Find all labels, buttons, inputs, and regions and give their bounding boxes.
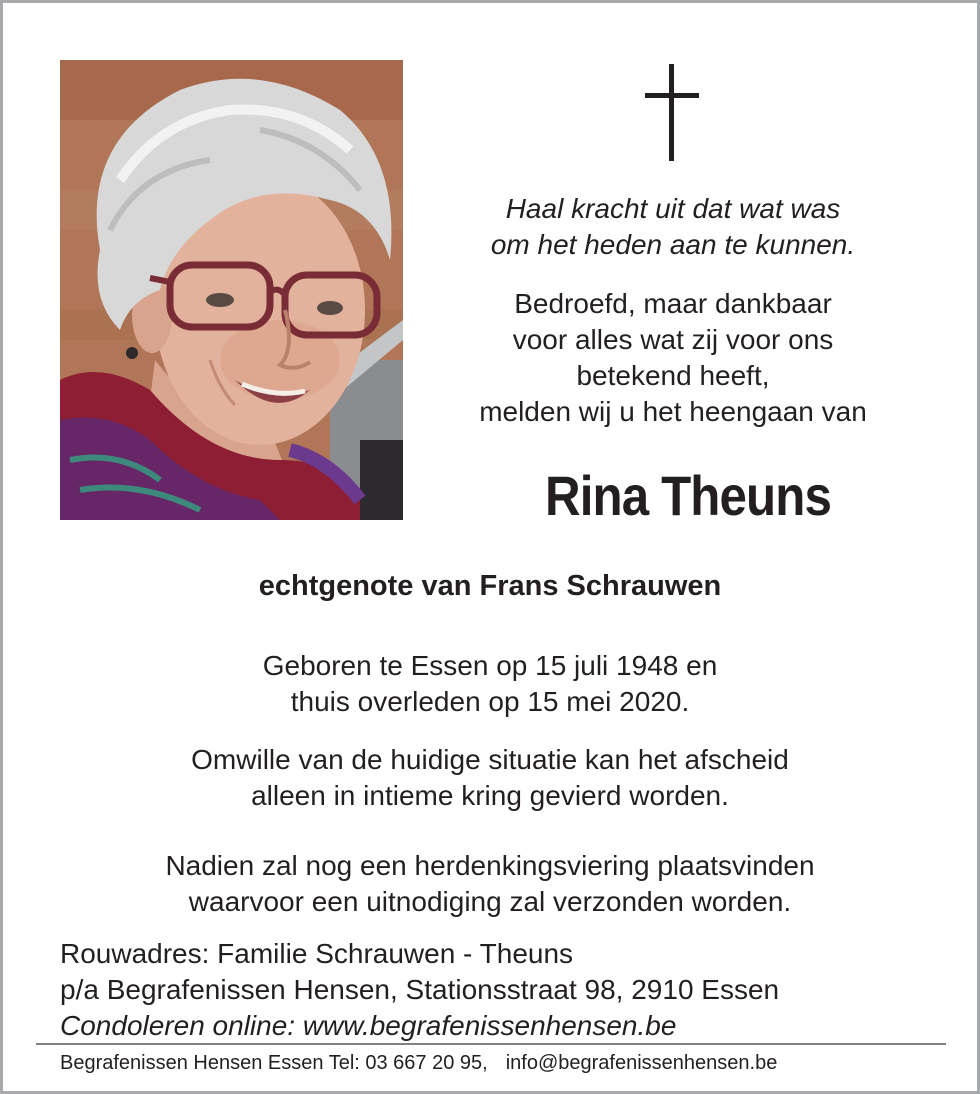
farewell-line: alleen in intieme kring gevierd worden. <box>251 780 729 811</box>
farewell-line: Omwille van de huidige situatie kan het afscheid <box>191 744 789 775</box>
latin-cross-icon <box>643 64 701 162</box>
birth-death-paragraph <box>3 648 977 720</box>
spouse-line: echtgenote van Frans Schrauwen <box>258 570 722 602</box>
deceased-name: Rina Theuns <box>544 464 832 527</box>
memorial-line: waarvoor een uitnodiging zal verzonden worden. <box>188 886 792 917</box>
portrait-photo <box>60 60 403 520</box>
memorial-line: Nadien zal nog een herdenkingsviering plaatsvinden <box>165 850 815 881</box>
intro-line: Bedroefd, maar dankbaar <box>514 288 832 319</box>
quote-line: om het heden aan te kunnen. <box>490 229 856 260</box>
intro-line: voor alles wat zij voor ons <box>512 324 834 355</box>
intro-line: betekend heeft, <box>576 360 770 391</box>
farewell-paragraph <box>3 742 977 814</box>
quote-line: Haal kracht uit dat wat was <box>505 193 841 224</box>
address-line: p/a Begrafenissen Hensen, Stationsstraat 98, 2910 Essen <box>60 974 780 1005</box>
footer-email-link[interactable]: info@begrafenissenhensen.be <box>505 1052 778 1074</box>
intro-line: melden wij u het heengaan van <box>479 396 867 427</box>
address-line: Rouwadres: Familie Schrauwen - Theuns <box>60 938 574 969</box>
footer <box>60 1050 940 1076</box>
memorial-paragraph <box>3 848 977 920</box>
mourning-address <box>60 936 940 1044</box>
birth-death-line: Geboren te Essen op 15 juli 1948 en <box>262 650 718 681</box>
footer-company: Begrafenissen Hensen Essen Tel: 03 667 20 95, <box>60 1052 488 1074</box>
announcement-intro <box>423 286 923 430</box>
divider <box>36 1043 946 1045</box>
condolences-online-link[interactable]: Condoleren online: www.begrafenissenhensen.be <box>60 1010 677 1041</box>
birth-death-line: thuis overleden op 15 mei 2020. <box>290 686 690 717</box>
quote <box>423 191 923 263</box>
